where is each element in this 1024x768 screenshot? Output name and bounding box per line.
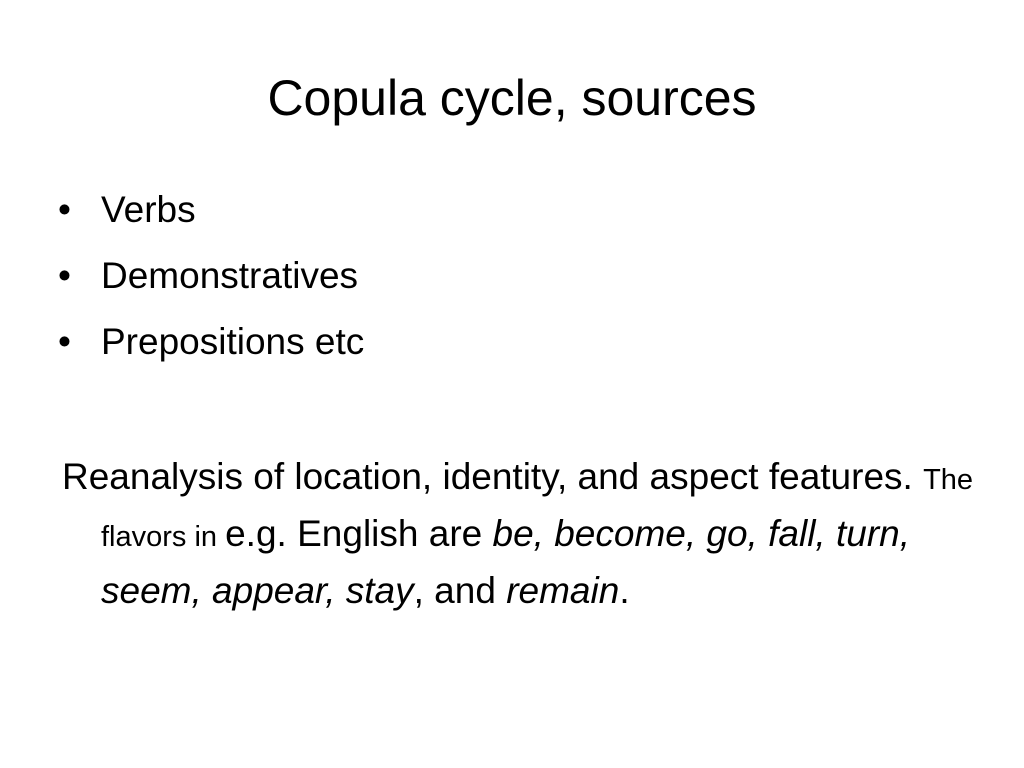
bullet-item-verbs bbox=[58, 188, 958, 231]
bullet-icon: • bbox=[58, 321, 71, 362]
bullet-text: Demonstratives bbox=[101, 255, 359, 296]
bullet-item-demonstratives bbox=[58, 254, 958, 297]
paragraph-italic-remain: remain bbox=[506, 570, 620, 611]
paragraph-text: e.g. English are bbox=[225, 513, 493, 554]
bullet-icon: • bbox=[58, 189, 71, 230]
bullet-icon: • bbox=[58, 255, 71, 296]
reanalysis-paragraph bbox=[62, 450, 1001, 618]
bullet-text: Verbs bbox=[101, 189, 196, 230]
paragraph-small-text: The flavors in bbox=[101, 464, 974, 553]
bullet-text: Prepositions etc bbox=[101, 321, 365, 362]
bullet-list bbox=[58, 188, 958, 386]
paragraph-text: . bbox=[619, 570, 630, 611]
slide-title: Copula cycle, sources bbox=[267, 70, 757, 126]
paragraph-text: Reanalysis of location, identity, and aspect features. bbox=[62, 456, 924, 497]
bullet-item-prepositions bbox=[58, 320, 958, 363]
paragraph-text: , and bbox=[413, 570, 507, 611]
paragraph-italic-verbs: be, become, go, fall, turn, seem, appear, stay bbox=[101, 513, 911, 611]
